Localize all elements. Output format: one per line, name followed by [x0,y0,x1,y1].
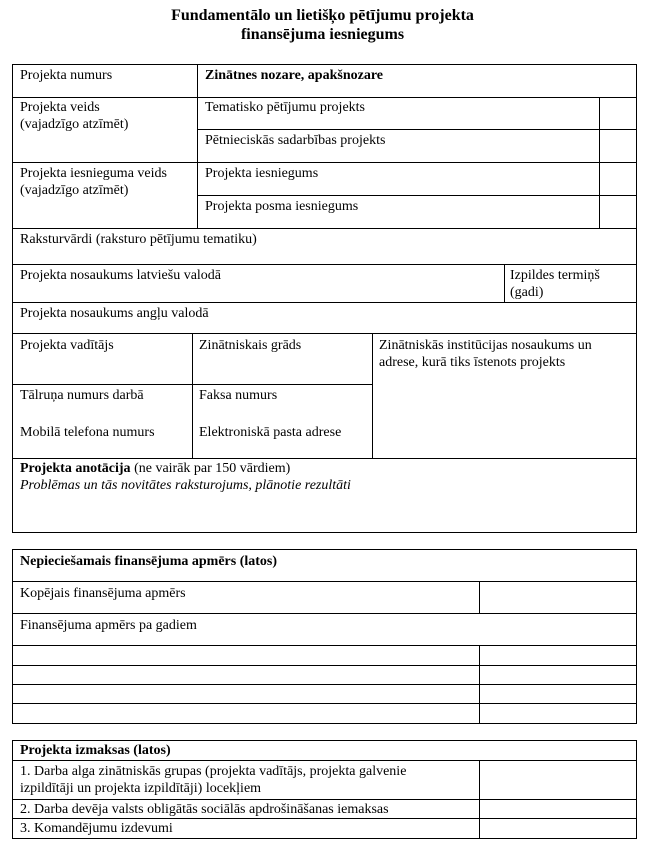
deadline-unit: (gadi) [510,285,544,300]
name-en-label: Projekta nosaukums angļu valodā [20,306,209,321]
institution-label: Zinātniskās institūcijas nosaukums un [379,338,592,353]
stage-submission-checkbox[interactable] [600,196,636,228]
science-field-label: Zinātnes nozare, apakšnozare [205,68,383,83]
project-submission-checkbox[interactable] [600,163,636,195]
cost-item-salary-cont: izpildītāji un projekta izpildītāji) locekļiem [20,781,262,796]
thematic-project-checkbox[interactable] [600,98,636,129]
project-submission-label: Projekta iesniegums [205,166,319,181]
annotation-title: Projekta anotācija [20,461,131,476]
funding-by-year-label: Finansējuma apmērs pa gadiem [20,618,197,633]
cooperation-project-label: Pētnieciskās sadarbības projekts [205,133,386,148]
stage-submission-label: Projekta posma iesniegums [205,199,359,214]
form-title-line2: finansējuma iesniegums [240,26,405,43]
institution-label-cont: adrese, kurā tiks īstenots projekts [379,355,566,370]
project-type-label: Projekta veids [20,100,100,115]
form-title-line1: Fundamentālo un lietišķo pētījumu projekta [171,7,474,24]
cooperation-project-checkbox[interactable] [600,130,636,162]
annotation-limit: (ne vairāk par 150 vārdiem) [130,461,291,476]
email-label: Elektroniskā pasta adrese [199,425,342,440]
leader-label: Projekta vadītājs [20,338,114,353]
work-phone-label: Tālruņa numurs darbā [20,388,144,403]
project-type-hint: (vajadzīgo atzīmēt) [20,117,129,132]
annotation-label [20,460,290,477]
mobile-label: Mobilā telefona numurs [20,425,155,440]
submission-type-hint: (vajadzīgo atzīmēt) [20,183,129,198]
degree-label: Zinātniskais grāds [199,338,302,353]
deadline-label: Izpildes termiņš [510,268,600,283]
costs-heading: Projekta izmaksas (latos) [20,743,171,758]
funding-heading: Nepieciešamais finansējuma apmērs (latos) [20,554,278,569]
cost-item-travel: 3. Komandējumu izdevumi [20,821,173,836]
keywords-label: Raksturvārdi (raksturo pētījumu tematiku) [20,232,257,247]
annotation-hint: Problēmas un tās novitātes raksturojums, plānotie rezultāti [20,478,351,493]
funding-table [12,549,637,724]
cost-item-salary: 1. Darba alga zinātniskās grupas (projekta vadītājs, projekta galvenie [20,764,407,779]
cost-item-social-insurance: 2. Darba devēja valsts obligātās sociālās apdrošināšanas iemaksas [20,802,389,817]
thematic-project-label: Tematisko pētījumu projekts [205,100,365,115]
fax-label: Faksa numurs [199,388,278,403]
submission-type-label: Projekta iesnieguma veids [20,166,167,181]
project-number-label: Projekta numurs [20,68,113,83]
total-funding-label: Kopējais finansējuma apmērs [20,586,186,601]
name-lv-label: Projekta nosaukums latviešu valodā [20,268,222,283]
